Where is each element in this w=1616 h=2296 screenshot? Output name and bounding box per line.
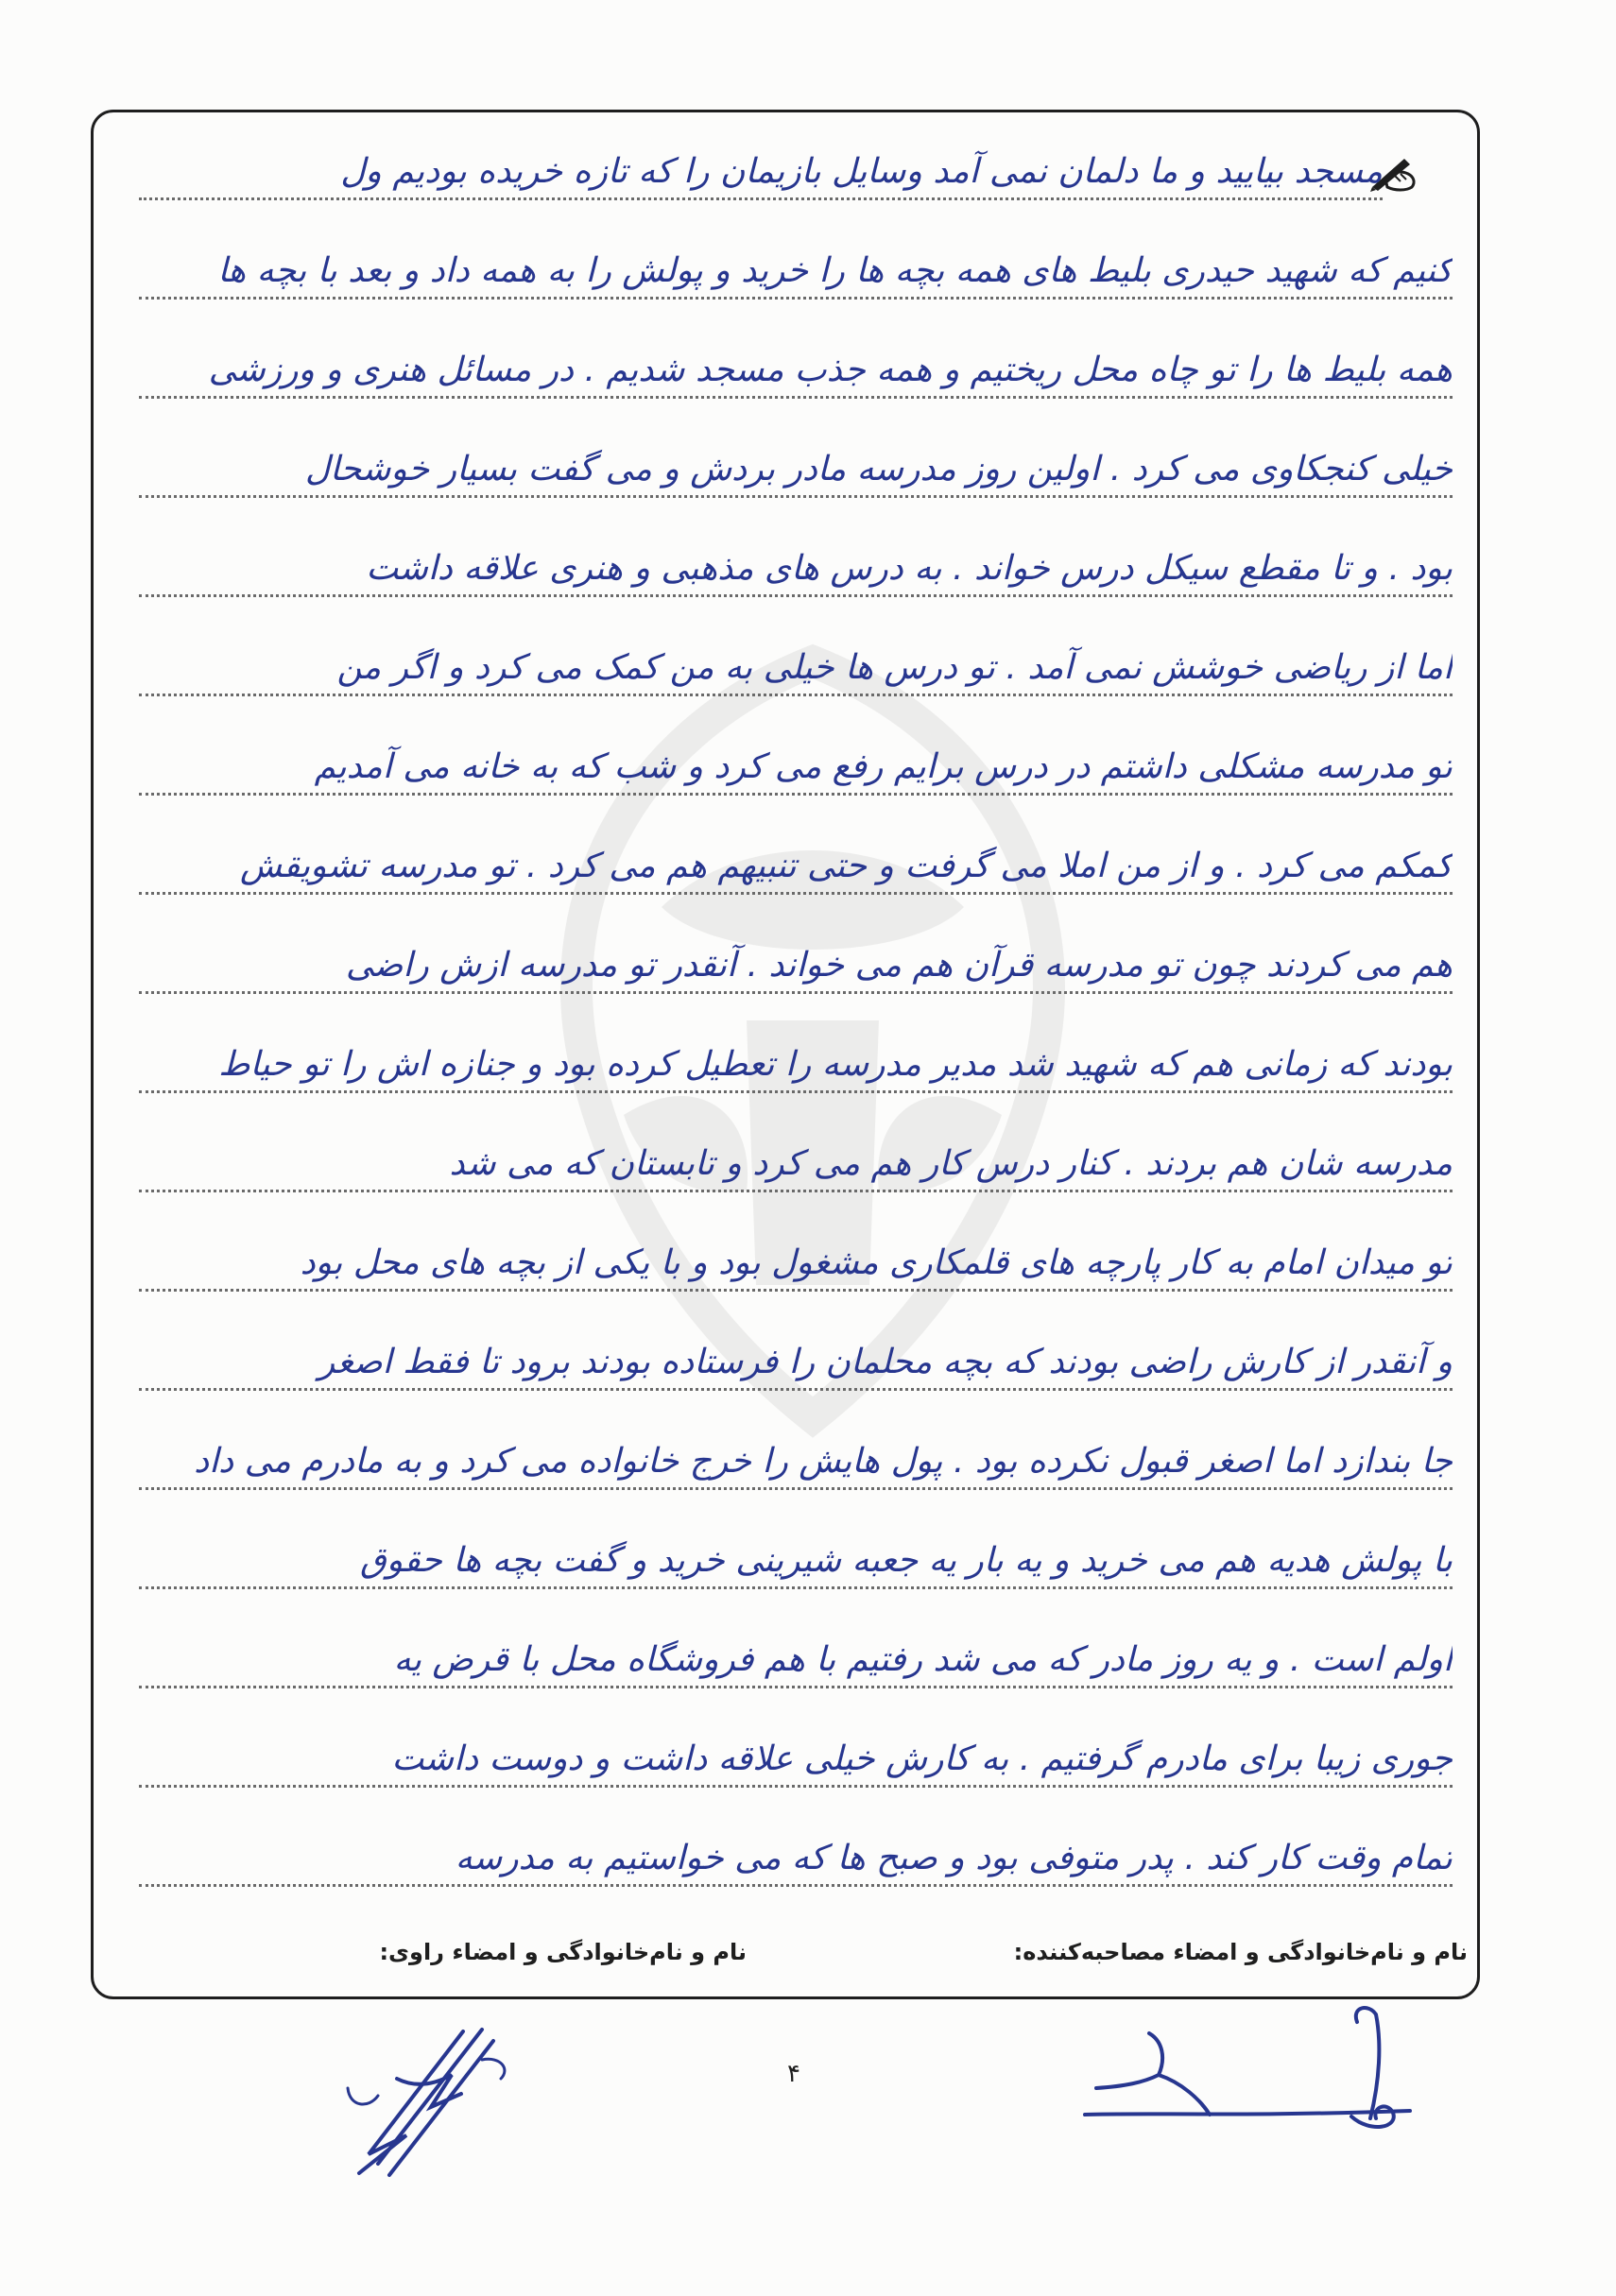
line-text: بود . و تا مقطع سیکل درس خواند . به درس های مذهبی و هنری علاقه داشت (366, 548, 1453, 588)
line-text: جا بندازد اما اصغر قبول نکرده بود . پول هایش را خرج خانواده می کرد و به مادرم می داد (194, 1441, 1453, 1481)
narrator-signature-label: نام و نام‌خانوادگی و امضاء راوی: (379, 1939, 747, 1965)
text-line (139, 200, 1453, 300)
text-line (139, 597, 1453, 696)
line-text: کنیم که شهید حیدری بلیط های همه بچه ها را خرید و پولش را به همه داد و بعد با بچه ها (217, 250, 1453, 290)
text-line (139, 994, 1453, 1093)
interviewer-signature-label: نام و نام‌خانوادگی و امضاء مصاحبه‌کننده: (1013, 1939, 1468, 1965)
line-text: جوری زیبا برای مادرم گرفتیم . به کارش خیلی علاقه داشت و دوست داشت (391, 1739, 1453, 1778)
signature-stroke (1096, 2033, 1162, 2088)
text-line (139, 696, 1453, 796)
text-line (139, 1292, 1453, 1391)
signature-stroke (1159, 2075, 1210, 2115)
text-line (139, 1688, 1453, 1788)
line-text: تو مدرسه مشکلی داشتم در درس برایم رفع می کرد و شب که به خانه می آمدیم (314, 746, 1453, 786)
text-line (139, 498, 1453, 597)
signature-stroke (1085, 2111, 1410, 2115)
signature-stroke (1356, 2008, 1380, 2118)
text-line (139, 1192, 1453, 1292)
line-text: با پولش هدیه هم می خرید و یه بار یه جعبه شیرینی خرید و گفت بچه ها حقوق (359, 1540, 1453, 1580)
line-text: مدرسه شان هم بردند . کنار درس کار هم می کرد و تابستان که می شد (449, 1143, 1453, 1183)
text-line (139, 796, 1453, 895)
text-line (139, 399, 1453, 498)
text-line (139, 1093, 1453, 1192)
line-text: کمکم می کرد . و از من املا می گرفت و حتی تنبیهم هم می کرد . تو مدرسه تشویقش (240, 846, 1453, 885)
text-line (139, 1589, 1453, 1688)
text-line (139, 101, 1383, 200)
text-line (139, 300, 1453, 399)
text-line (139, 1391, 1453, 1490)
line-text: تو میدان امام به کار پارچه های قلمکاری مشغول بود و با یکی از بچه های محل بود (300, 1242, 1453, 1282)
text-line (139, 1490, 1453, 1589)
line-text: خیلی کنجکاوی می کرد . اولین روز مدرسه مادر بردش و می گفت بسیار خوشحال (304, 449, 1453, 488)
line-text: مسجد بیایید و ما دلمان نمی آمد وسایل بازیمان را که تازه خریده بودیم ول (340, 151, 1383, 191)
line-text: هم می کردند چون تو مدرسه قرآن هم می خواند . آنقدر تو مدرسه ازش راضی (345, 945, 1453, 985)
narrator-signature (340, 2022, 520, 2183)
line-text: بودند که زمانی هم که شهید شد مدیر مدرسه را تعطیل کرده بود و جنازه اش را تو حیاط (218, 1044, 1453, 1084)
text-line (139, 1788, 1453, 1887)
line-text: اما از ریاضی خوشش نمی آمد . تو درس ها خیلی به من کمک می کرد و اگر من (336, 647, 1453, 687)
line-text: و آنقدر از کارش راضی بودند که بچه محلمان را فرستاده بودند برود تا فقط اصغر (318, 1342, 1453, 1381)
line-text: اولم است . و یه روز مادر که می شد رفتیم با هم فروشگاه محل با قرض یه (393, 1639, 1453, 1679)
page-number: ۴ (787, 2060, 800, 2088)
line-text: تمام وقت کار کند . پدر متوفی بود و صبح ها که می خواستیم به مدرسه (455, 1838, 1453, 1877)
handwritten-body (139, 101, 1453, 1887)
text-line (139, 895, 1453, 994)
line-text: همه بلیط ها را تو چاه محل ریختیم و همه جذب مسجد شدیم . در مسائل هنری و ورزشی (208, 350, 1453, 389)
interviewer-signature (1068, 1996, 1427, 2137)
